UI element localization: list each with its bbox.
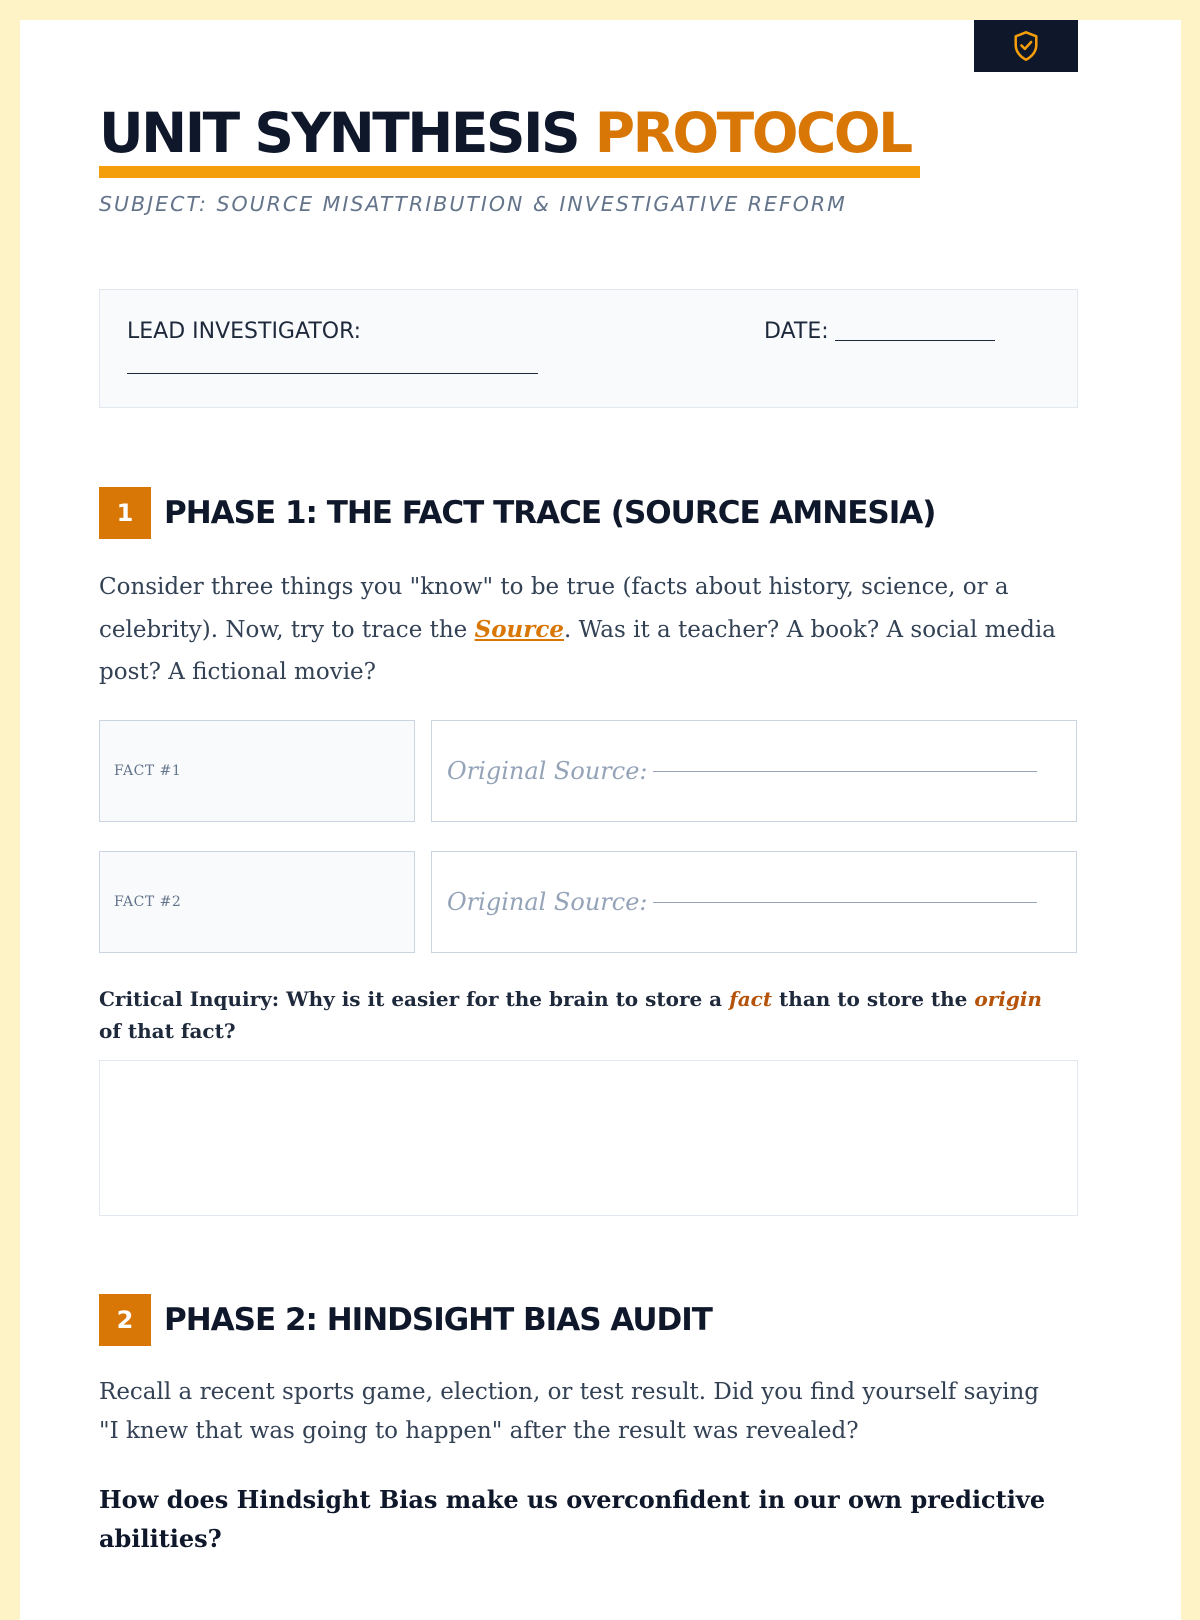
phase-2-intro: Recall a recent sports game, election, or test result. Did you find yourself saying "I knew that was going to happen" after the result was revealed? (99, 1379, 1040, 1444)
phase-1-number: 1 (99, 487, 151, 539)
source-label: Original Source: (447, 757, 648, 785)
phase-2-question: How does Hindsight Bias make us overconfident in our own predictive abilities? (99, 1485, 1046, 1553)
source-link[interactable]: Source (474, 615, 565, 643)
inquiry-text-2: than to store the (772, 987, 975, 1011)
fact-1-source-field[interactable] (431, 720, 1077, 822)
phase-2-title: PHASE 2: HINDSIGHT BIAS AUDIT (164, 1302, 712, 1338)
phase-1-intro (99, 566, 1059, 694)
investigator-info-box (99, 289, 1078, 408)
fact-2-source-field[interactable] (431, 851, 1077, 953)
date-field[interactable] (835, 340, 995, 341)
inquiry-text-3: of that fact? (99, 1019, 236, 1043)
date-label: DATE: (764, 319, 829, 344)
phase-1-title: PHASE 1: THE FACT TRACE (SOURCE AMNESIA) (164, 495, 936, 531)
shield-check-icon (1012, 30, 1040, 62)
source-blank-line (653, 771, 1037, 772)
phase-2-number: 2 (99, 1294, 151, 1346)
inquiry-answer-box[interactable] (99, 1060, 1078, 1216)
phase-1-intro-end: . Was it a teacher? A book? A social media post? A fictional movie? (99, 616, 1056, 685)
source-label: Original Source: (447, 888, 648, 916)
lead-investigator-label: LEAD INVESTIGATOR: (127, 319, 362, 344)
phase-1-intro-start: Consider three things you "know" to be true (facts about history, science, or a celebrity). Now, try to trace the (99, 574, 1009, 643)
fact-2-box[interactable]: FACT #2 (99, 851, 415, 953)
title-main: UNIT SYNTHESIS (99, 101, 579, 165)
header-badge (974, 20, 1078, 72)
source-blank-line (653, 902, 1037, 903)
title-accent: PROTOCOL (594, 101, 911, 165)
critical-inquiry (99, 983, 1059, 1047)
inquiry-emphasis-fact: fact (729, 987, 773, 1011)
page-title (99, 98, 911, 168)
inquiry-text-1: Critical Inquiry: Why is it easier for the brain to store a (99, 987, 730, 1011)
inquiry-emphasis-origin: origin (974, 987, 1042, 1011)
title-underline (99, 166, 920, 178)
lead-investigator-field[interactable] (127, 373, 538, 374)
fact-1-box[interactable]: FACT #1 (99, 720, 415, 822)
date-field-wrap (764, 319, 995, 344)
subtitle: SUBJECT: SOURCE MISATTRIBUTION & INVESTIGATIVE REFORM (99, 192, 847, 216)
